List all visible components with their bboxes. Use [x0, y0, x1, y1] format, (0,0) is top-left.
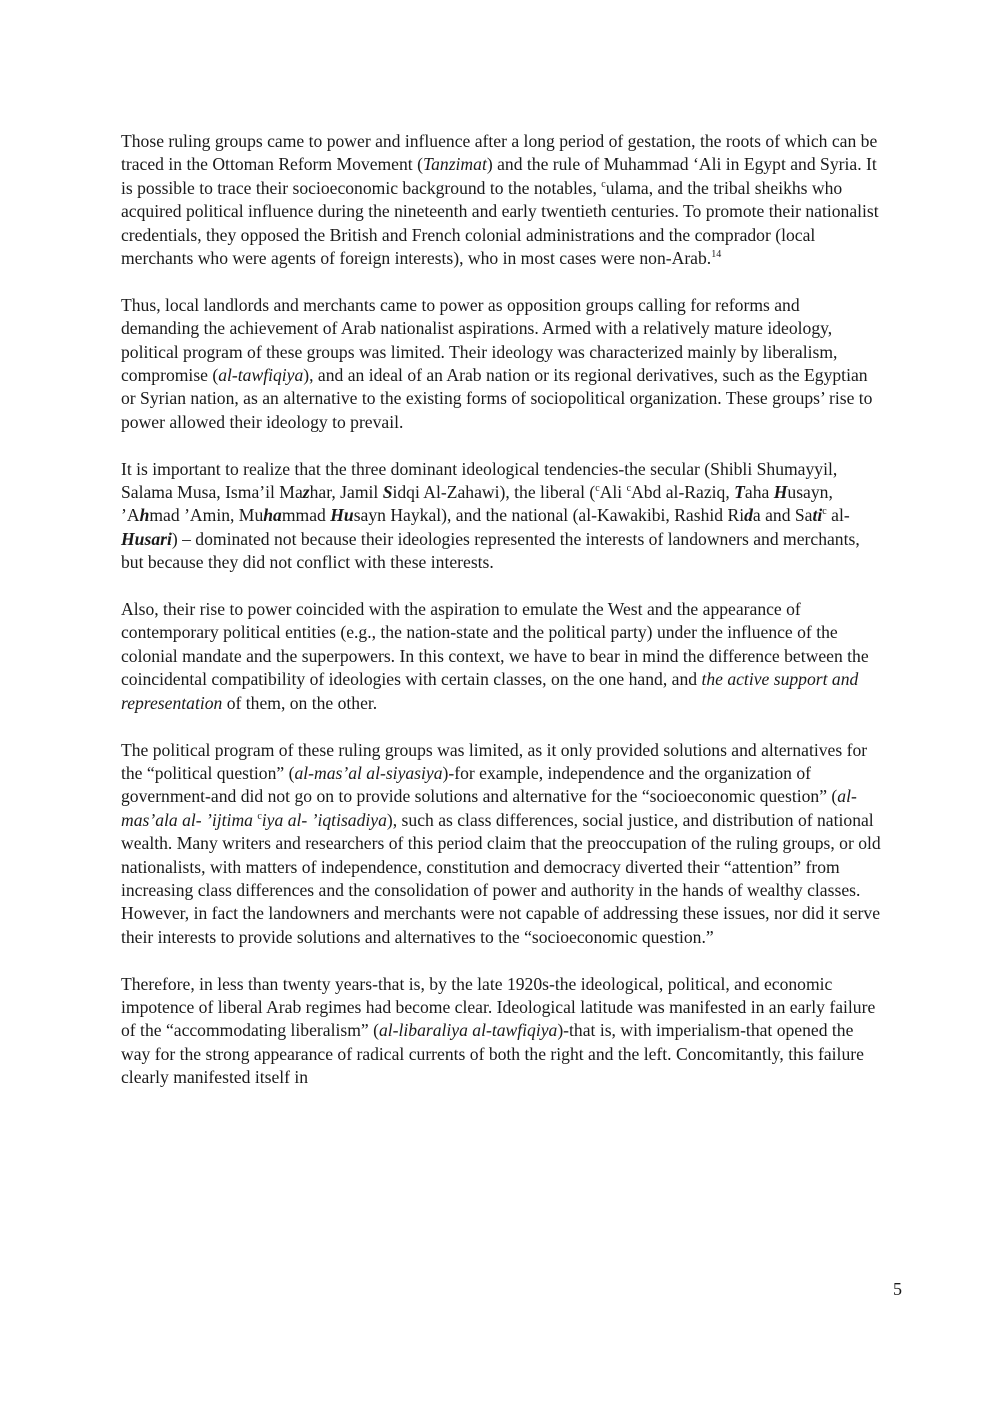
text-run: sayn Haykal), and the national (al-Kawakibi, Rashid Ri: [353, 505, 745, 526]
text-run: Ali: [599, 482, 627, 503]
paragraph-3: [121, 458, 881, 575]
text-run: al-: [826, 505, 850, 526]
text-run: Hu: [330, 505, 354, 526]
page-body: [121, 130, 881, 1113]
text-run: idqi Al-Zahawi), the liberal (: [392, 482, 596, 503]
text-run: Thus, local landlords and merchants came to power as opposition groups calling for reforms and demanding the achievement of Arab nationalist aspirations. Armed with a relatively mature ideology, political program of these groups was limited. Their ideology was characterized mainly by liberalism, compromise (: [121, 294, 838, 386]
text-run: ) – dominated not because their ideologies represented the interests of landowners and merchants, but because they did not conflict with these interests.: [121, 528, 860, 573]
superscript: 14: [711, 249, 722, 261]
paragraph-4: [121, 598, 881, 715]
text-run: ), such as class differences, social justice, and distribution of national wealth. Many writers and researchers of this period claim that the preoccupation of the ruling groups, or old nationalists, with matters of independence, constitution and democracy diverted their “attention” from increasing class differences and the consolidation of power and authority in the hands of wealthy classes. However, in fact the landowners and merchants were not capable of addressing these issues, nor did it serve their interests to provide solutions and alternatives to the “socioeconomic question.”: [121, 809, 881, 947]
text-run: z: [302, 482, 310, 503]
text-run: iya al- ’iqtisadiya: [261, 809, 387, 830]
text-run: of them, on the other.: [222, 692, 378, 713]
text-run: Husari: [121, 528, 172, 549]
superscript: c: [257, 810, 262, 822]
text-run: )-that is, with imperialism-that opened the way for the strong appearance of radical currents of both the right and the left. Concomitantly, this failure clearly manifested itself in: [121, 1020, 864, 1088]
paragraph-5: [121, 739, 881, 950]
paragraph-6: [121, 973, 881, 1090]
text-run: mmad: [281, 505, 331, 526]
text-run: It is important to realize that the three dominant ideological tendencies-the secular (Shibli Shumayyil, Salama Musa, Isma’il Ma: [121, 458, 838, 503]
text-run: ), and an ideal of an Arab nation or its regional derivatives, such as the Egyptian or Syrian nation, as an alternative to the existing forms of sociopolitical organization. These groups’ rise to power allowed their ideology to prevail.: [121, 365, 873, 432]
text-run: h: [139, 505, 150, 526]
text-run: al-tawfiqiya: [218, 365, 304, 386]
text-run: mad ’Amin, Mu: [149, 505, 264, 526]
text-run: S: [382, 482, 393, 503]
text-run: al-mas’al al-siyasiya: [294, 762, 443, 783]
text-run: The political program of these ruling groups was limited, as it only provided solutions and alternatives for the “political question” (: [121, 739, 868, 783]
text-run: Those ruling groups came to power and influence after a long period of gestation, the roots of which can be traced in the Ottoman Reform Movement (: [121, 131, 878, 175]
text-run: )-for example, independence and the organization of government-and did not go on to provide solutions and alternative for the “socioeconomic question” (: [121, 762, 838, 807]
text-run: ti: [812, 505, 823, 526]
text-run: d: [744, 505, 753, 526]
text-run: the active support and representation: [121, 669, 859, 713]
text-run: al-libaraliya al-tawfiqiya: [378, 1020, 558, 1041]
text-run: T: [734, 482, 745, 503]
text-run: al-mas’ala al- ’ijtima: [121, 786, 857, 830]
text-run: har, Jamil: [309, 482, 383, 503]
superscript: c: [595, 483, 600, 495]
superscript: c: [822, 506, 827, 518]
text-run: H: [773, 482, 788, 503]
superscript: c: [601, 178, 606, 190]
text-run: Therefore, in less than twenty years-that is, by the late 1920s-the ideological, political, and economic impotence of liberal Arab regimes had become clear. Ideological latitude was manifested in an early failure of the “accommodating liberalism” (: [121, 973, 876, 1041]
page-number: 5: [893, 1279, 902, 1299]
text-run: aha: [744, 482, 774, 503]
text-run: a and Sa: [752, 505, 813, 526]
superscript: c: [626, 483, 632, 495]
text-run: ) and the rule of Muhammad ‘Ali in Egypt and Syria. It is possible to trace their socioeconomic background to the notables,: [121, 154, 877, 198]
paragraph-2: [121, 294, 881, 434]
text-run: ulama, and the tribal sheikhs who acquired political influence during the nineteenth and early twentieth centuries. To promote their nationalist credentials, they opposed the British and French colonial administrations and the comprador (local merchants who were agents of foreign interests), who in most cases were non-Arab.: [121, 177, 879, 269]
text-run: Abd al-Raziq,: [631, 482, 735, 503]
paragraph-1: [121, 130, 881, 270]
text-run: Also, their rise to power coincided with the aspiration to emulate the West and the appearance of contemporary political entities (e.g., the nation-state and the political party) under the influence of the colonial mandate and the superpowers. In this context, we have to bear in mind the difference between the coincidental compatibility of ideologies with certain classes, on the one hand, and: [121, 599, 869, 690]
text-run: Tanzimat: [422, 154, 487, 175]
text-run: usayn, ’A: [121, 482, 833, 526]
text-run: ha: [263, 505, 282, 526]
